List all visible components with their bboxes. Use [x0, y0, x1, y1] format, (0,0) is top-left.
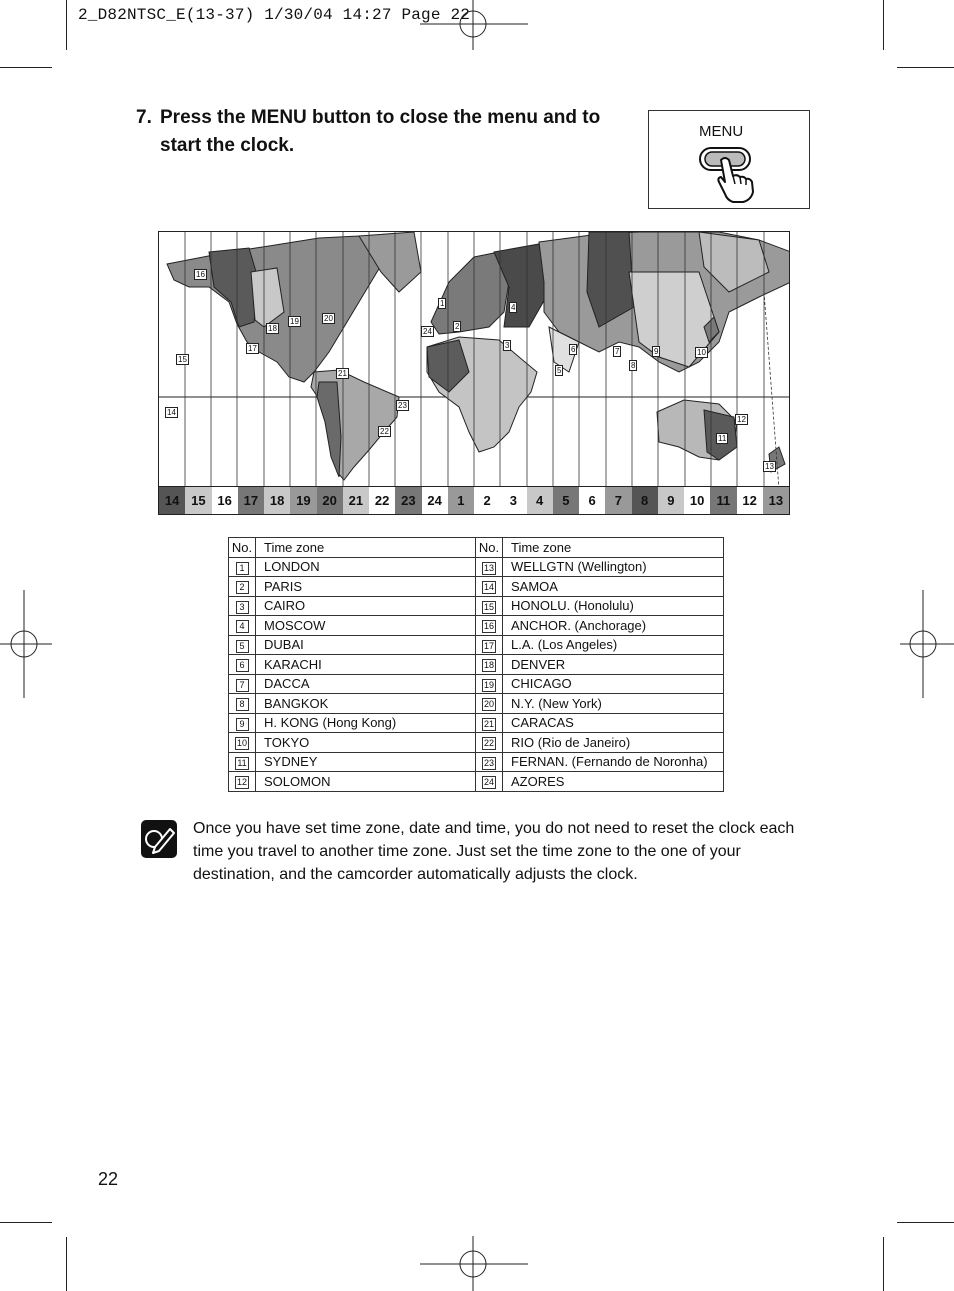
map-marker: 2	[455, 322, 460, 331]
map-marker: 12	[737, 415, 746, 424]
tz-cell: 5	[553, 487, 579, 514]
zone-name: HONOLU. (Honolulu)	[503, 596, 724, 616]
map-marker: 3	[505, 341, 510, 350]
zone-number: 17	[483, 640, 494, 651]
registration-mark-bottom	[420, 1236, 530, 1291]
tz-cell: 21	[343, 487, 369, 514]
tz-cell: 11	[710, 487, 736, 514]
map-marker: 11	[718, 434, 727, 443]
zone-name: DUBAI	[264, 637, 304, 653]
tz-cell: 13	[763, 487, 789, 514]
world-timezone-map	[158, 231, 790, 515]
zone-name: SOLOMON	[264, 773, 331, 789]
map-marker: 4	[511, 303, 516, 312]
zone-number: 20	[483, 699, 494, 710]
map-marker: 16	[196, 270, 205, 279]
zone-name: CAIRO	[264, 598, 306, 614]
world-map-shapes	[159, 232, 790, 489]
column-header-zone: Time zone	[264, 539, 325, 555]
zone-number: 11	[237, 757, 247, 768]
zone-number: 13	[483, 562, 494, 573]
tz-cell: 2	[474, 487, 500, 514]
page-number: 22	[98, 1169, 119, 1189]
zone-number: 9	[236, 718, 249, 731]
tz-cell: 3	[500, 487, 526, 514]
zone-number: 5	[236, 640, 249, 653]
tz-cell: 15	[185, 487, 211, 514]
tz-cell: 23	[395, 487, 421, 514]
zone-number: 8	[236, 698, 249, 711]
map-marker: 14	[167, 408, 176, 417]
zone-number: 24	[483, 777, 494, 788]
map-marker: 7	[615, 347, 620, 356]
tz-cell: 16	[212, 487, 238, 514]
zone-name: KARACHI	[264, 656, 322, 672]
table-row	[229, 752, 724, 772]
zone-name: WELLGTN (Wellington)	[503, 557, 724, 577]
zone-name: TOKYO	[264, 734, 310, 750]
map-marker: 1	[440, 299, 445, 308]
table-row	[229, 577, 724, 597]
zone-name: AZORES	[503, 772, 724, 792]
step-text: Press the MENU button to close the menu and to start the clock.	[160, 107, 601, 156]
zone-number: 19	[483, 679, 494, 690]
zone-name: DACCA	[264, 676, 310, 692]
tz-cell: 7	[605, 487, 631, 514]
step-instruction	[136, 104, 616, 160]
column-header-no: No.	[229, 538, 256, 558]
timezone-number-bar	[159, 486, 789, 514]
zone-name: BANGKOK	[264, 695, 329, 711]
pressing-finger-icon	[695, 144, 765, 206]
table-row	[229, 596, 724, 616]
tz-cell: 20	[317, 487, 343, 514]
zone-name: ANCHOR. (Anchorage)	[503, 616, 724, 636]
timezone-table	[228, 537, 724, 792]
tz-cell: 22	[369, 487, 395, 514]
table-row	[229, 674, 724, 694]
zone-name: DENVER	[503, 655, 724, 675]
map-marker: 6	[571, 345, 576, 354]
map-marker: 24	[423, 327, 432, 336]
zone-number: 21	[483, 718, 494, 729]
zone-number: 2	[236, 581, 249, 594]
column-header-no: No.	[476, 538, 503, 558]
zone-name: LONDON	[264, 559, 320, 575]
tz-cell: 10	[684, 487, 710, 514]
table-row	[229, 655, 724, 675]
zone-number: 4	[236, 620, 249, 633]
tz-cell: 1	[448, 487, 474, 514]
map-marker: 20	[324, 314, 333, 323]
tz-cell: 17	[238, 487, 264, 514]
zone-name: FERNAN. (Fernando de Noronha)	[503, 752, 724, 772]
tz-cell: 8	[632, 487, 658, 514]
map-marker: 5	[557, 366, 562, 375]
zone-name: RIO (Rio de Janeiro)	[503, 733, 724, 753]
note-text: Once you have set time zone, date and time, you do not need to reset the clock each time you travel to another time zone. Just set the time zone to the one of your destination, and the camcorder automatically adjusts the clock.	[193, 820, 795, 883]
zone-number: 18	[483, 660, 494, 671]
zone-number: 7	[236, 679, 249, 692]
zone-number: 16	[483, 621, 494, 632]
zone-number: 23	[483, 757, 494, 768]
table-row	[229, 713, 724, 733]
zone-number: 14	[483, 582, 494, 593]
zone-number: 1	[236, 562, 249, 575]
registration-mark-left	[0, 590, 52, 698]
table-row	[229, 635, 724, 655]
table-row	[229, 616, 724, 636]
table-row	[229, 733, 724, 753]
print-header: 2_D82NTSC_E(13-37) 1/30/04 14:27 Page 22	[78, 6, 471, 24]
note-pencil-icon	[141, 820, 177, 858]
map-marker: 22	[380, 427, 389, 436]
menu-button-illustration	[648, 110, 810, 209]
map-marker: 13	[765, 462, 774, 471]
tz-cell: 18	[264, 487, 290, 514]
registration-mark-top	[420, 0, 530, 50]
table-header-row	[229, 538, 724, 558]
zone-name: CHICAGO	[503, 674, 724, 694]
zone-number: 12	[236, 777, 247, 788]
table-row	[229, 557, 724, 577]
tz-cell: 12	[737, 487, 763, 514]
menu-label: MENU	[699, 123, 744, 140]
zone-number: 15	[483, 601, 494, 612]
step-number: 7.	[136, 107, 152, 128]
zone-number: 6	[236, 659, 249, 672]
map-marker: 21	[338, 369, 347, 378]
zone-number: 22	[483, 738, 494, 749]
zone-number: 3	[236, 601, 249, 614]
zone-name: PARIS	[264, 578, 303, 594]
zone-name: N.Y. (New York)	[503, 694, 724, 714]
map-marker: 8	[631, 361, 636, 370]
tz-cell: 9	[658, 487, 684, 514]
tz-cell: 24	[422, 487, 448, 514]
tz-cell: 4	[527, 487, 553, 514]
zone-name: SAMOA	[503, 577, 724, 597]
map-marker: 15	[178, 355, 187, 364]
zone-name: L.A. (Los Angeles)	[503, 635, 724, 655]
zone-name: H. KONG (Hong Kong)	[264, 715, 397, 731]
zone-name: MOSCOW	[264, 617, 326, 633]
column-header-zone: Time zone	[503, 538, 724, 558]
map-marker: 17	[248, 344, 257, 353]
table-row	[229, 772, 724, 792]
zone-name: CARACAS	[503, 713, 724, 733]
tz-cell: 6	[579, 487, 605, 514]
zone-name: SYDNEY	[264, 754, 318, 770]
map-marker: 9	[654, 347, 659, 356]
tz-cell: 14	[159, 487, 185, 514]
tz-cell: 19	[290, 487, 316, 514]
map-marker: 18	[268, 324, 277, 333]
map-marker: 10	[697, 348, 706, 357]
zone-number: 10	[236, 738, 247, 749]
table-row	[229, 694, 724, 714]
map-marker: 19	[290, 317, 299, 326]
map-marker: 23	[398, 401, 407, 410]
registration-mark-right	[900, 590, 954, 698]
